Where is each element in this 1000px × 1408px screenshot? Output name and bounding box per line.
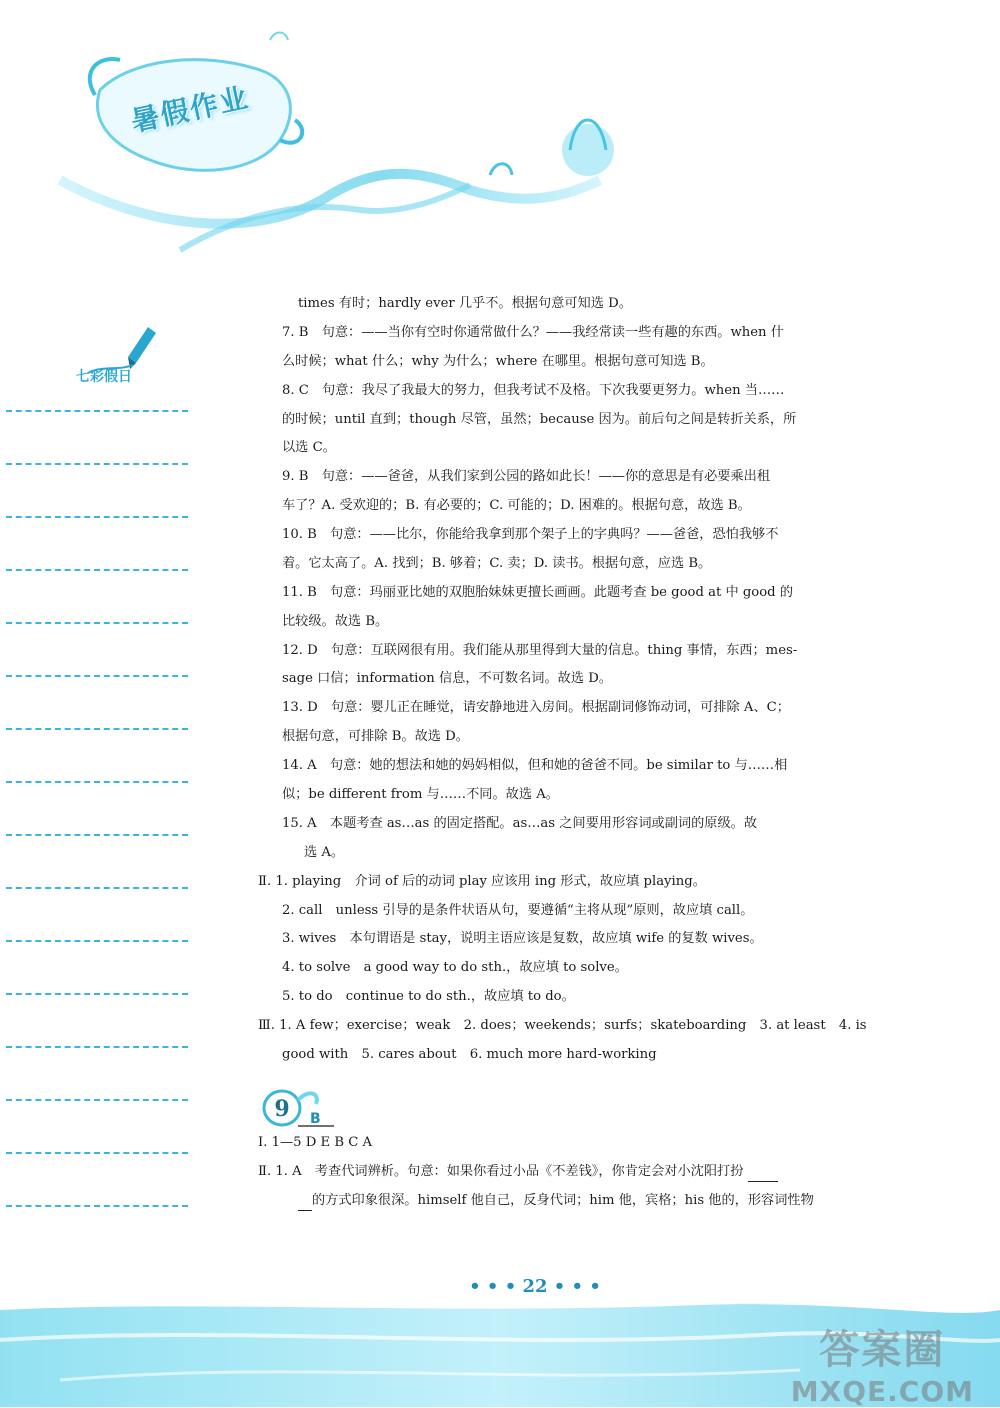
answer-line: 2. call unless 引导的是条件状语从句，要遵循“主将从现”原则，故应填 call。 [282,903,754,918]
answer-line: 4. to solve a good way to do sth.，故应填 to solve。 [282,960,628,975]
answer-line: 10. B 句意：——比尔，你能给我拿到那个架子上的字典吗？——爸爸，恐怕我够不 [282,527,779,542]
answer-line: 么时候；what 什么；why 为什么；where 在哪里。根据句意可知选 B。 [282,354,714,369]
note-line [6,993,188,995]
answer-line: 以选 C。 [282,440,336,455]
answer-line: 8. C 句意：我尽了我最大的努力，但我考试不及格。下次我要更努力。when 当…… [282,383,785,398]
note-line [6,781,188,783]
answer-line: 15. A 本题考查 as…as 的固定搭配。as…as 之间要用形容词或副词的原级。故 [282,816,758,831]
answer-blank [298,1196,312,1211]
answer-line: Ⅱ. 1. playing 介词 of 后的动词 play 应该用 ing 形式，故应填 playing。 [258,874,706,889]
answer-line: 的方式印象很深。himself 他自己，反身代词；him 他，宾格；his 他的，形容词性物 [298,1191,814,1211]
answer-line: 5. to do continue to do sth.，故应填 to do。 [282,989,575,1004]
answer-line: 似；be different from 与……不同。故选 A。 [282,787,559,802]
answer-blank [748,1167,778,1182]
answer-line: 选 A。 [304,845,345,860]
answer-line: good with 5. cares about 6. much more hard-working [282,1047,657,1062]
answer-line: 着。它太高了。A. 找到；B. 够着；C. 卖；D. 读书。根据句意，应选 B。 [282,556,712,571]
answer-line: 的时候；until 直到；though 尽管，虽然；because 因为。前后句之间是转折关系，所 [282,412,797,427]
answer-line: 9. B 句意：——爸爸，从我们家到公园的路如此长！——你的意思是有必要乘出租 [282,469,771,484]
note-line [6,569,188,571]
section-badge [258,1080,338,1130]
answer-line: 11. B 句意：玛丽亚比她的双胞胎妹妹更擅长画画。此题考查 be good at 中 good 的 [282,585,794,600]
note-line [6,622,188,624]
note-line [6,1046,188,1048]
note-line [6,675,188,677]
answer-line: 车了？A. 受欢迎的；B. 有必要的；C. 可能的；D. 困难的。根据句意，故选 B。 [282,498,751,513]
answer-line: Ⅲ. 1. A few；exercise；weak 2. does；weekends；surfs；skateboarding 3. at least 4. is [258,1018,867,1033]
page-number: • • • 22 • • • [469,1276,601,1297]
answer-line: 7. B 句意：——当你有空时你通常做什么？——我经常读一些有趣的东西。when 什 [282,325,784,340]
answer-line: 14. A 句意：她的想法和她的妈妈相似，但和她的爸爸不同。be similar to 与……相 [282,758,788,773]
note-line [6,463,188,465]
answer-line: 12. D 句意：互联网很有用。我们能从那里得到大量的信息。thing 事情，东西；mes- [282,643,798,658]
note-line [6,887,188,889]
note-line [6,728,188,730]
section-number: 9 [274,1096,290,1122]
note-line [6,834,188,836]
answer-line: 13. D 句意：婴儿正在睡觉，请安静地进入房间。根据副词修饰动词，可排除 A、C； [282,700,790,715]
note-line [6,1152,188,1154]
note-line [6,410,188,412]
header-title: 暑假作业 [128,80,253,139]
watermark-top: 答案圈 [819,1327,946,1373]
note-line [6,940,188,942]
section-letter: B [310,1111,321,1127]
answer-line: times 有时；hardly ever 几乎不。根据句意可知选 D。 [298,296,632,311]
answer-line: sage 口信；information 信息，不可数名词。故选 D。 [282,671,612,686]
answer-line: Ⅰ. 1—5 D E B C A [258,1135,373,1150]
answer-line: 比较级。故选 B。 [282,614,389,629]
watermark-bottom: MXQE.COM [790,1375,974,1408]
watermark [791,1318,974,1408]
answer-line: 3. wives 本句谓语是 stay，说明主语应该是复数，故应填 wife 的复数 wives。 [282,931,763,946]
answer-line: 根据句意，可排除 B。故选 D。 [282,729,469,744]
sidebar-title: 七彩假日 [76,369,132,385]
note-line [6,516,188,518]
note-line [6,1205,188,1207]
note-line [6,1099,188,1101]
answer-line: Ⅱ. 1. A 考查代词辨析。句意：如果你看过小品《不差钱》，你肯定会对小沈阳打扮 [258,1162,778,1182]
